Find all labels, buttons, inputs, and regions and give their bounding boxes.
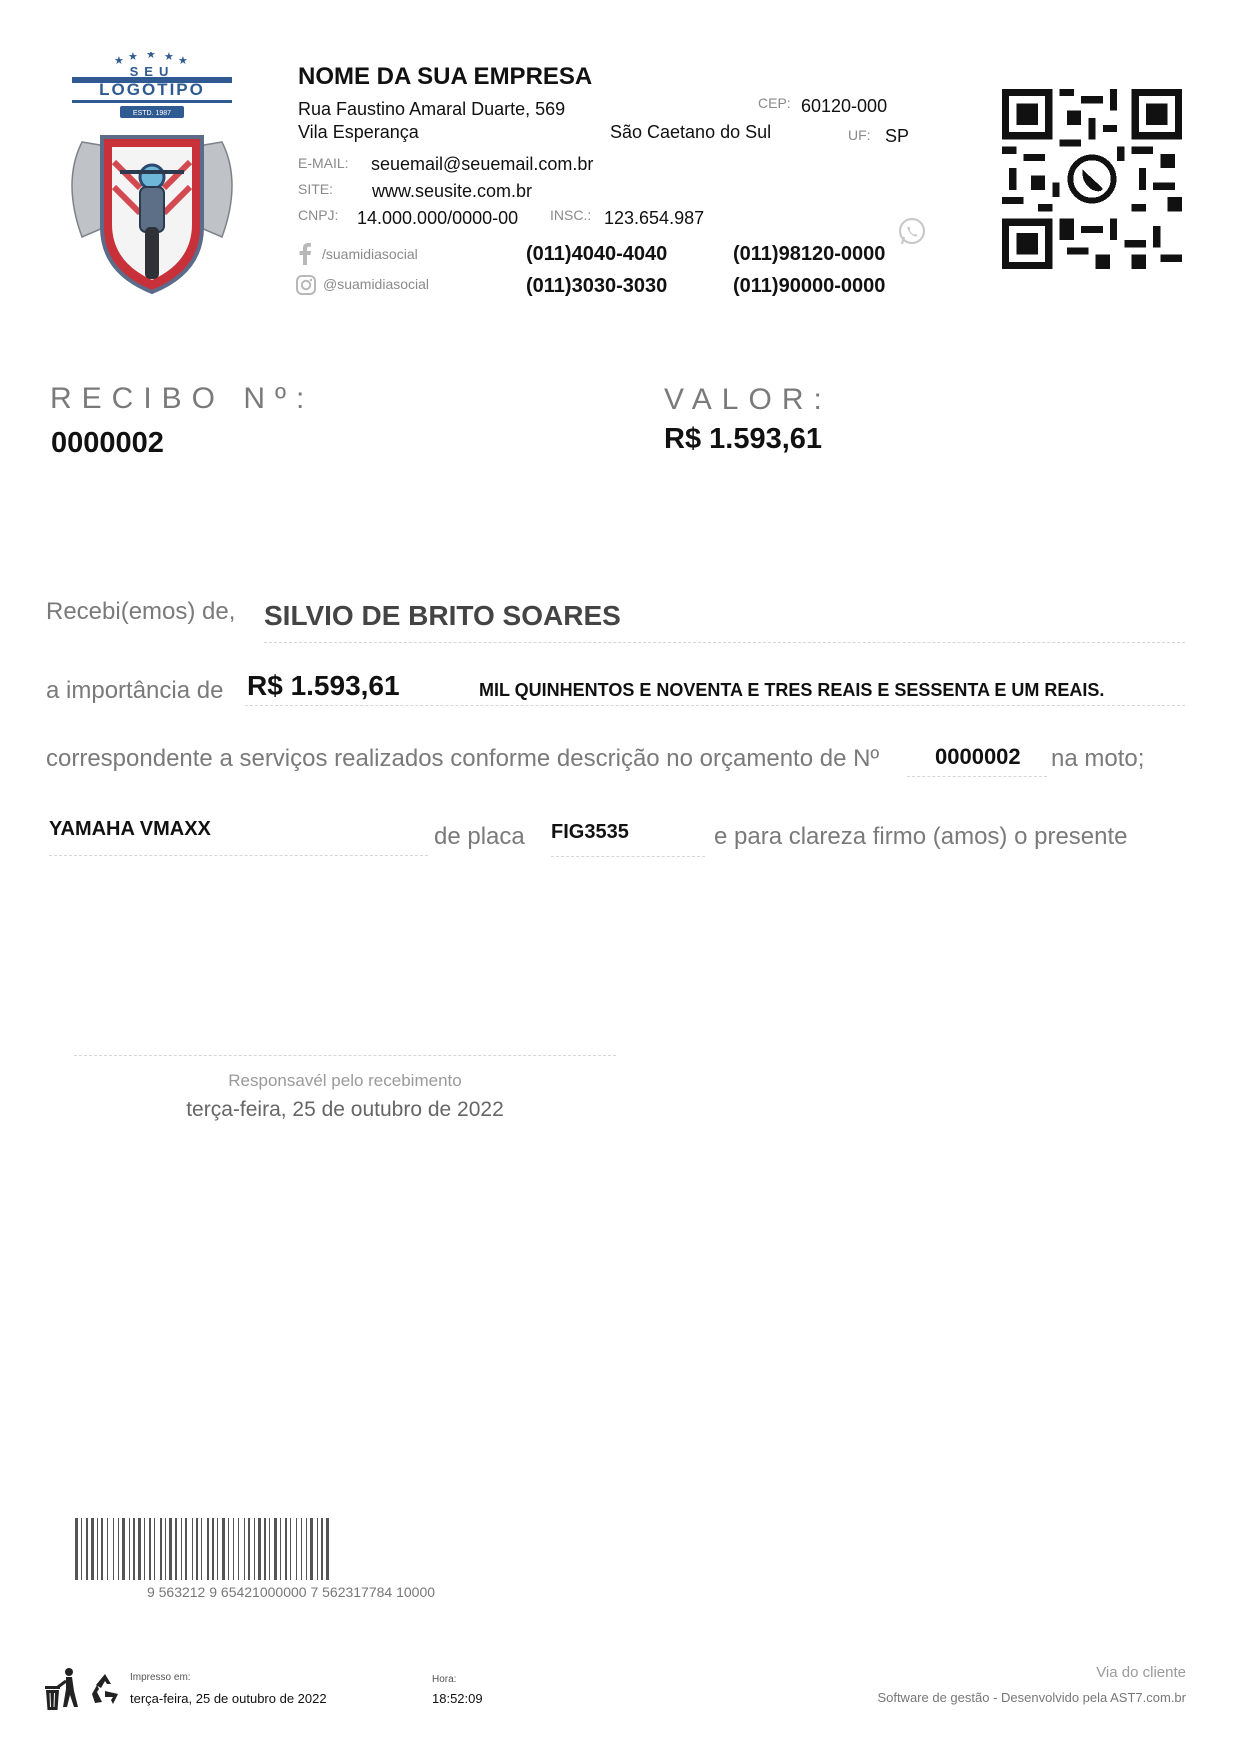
barcode-bar bbox=[280, 1518, 281, 1580]
barcode-bar bbox=[310, 1518, 313, 1580]
barcode-bar bbox=[201, 1518, 202, 1580]
barcode-bar bbox=[285, 1518, 287, 1580]
barcode-bar bbox=[306, 1518, 307, 1580]
barcode-bar bbox=[269, 1518, 270, 1580]
barcode bbox=[75, 1518, 507, 1580]
company-district: Vila Esperança bbox=[298, 122, 419, 142]
closing-text: e para clareza firmo (amos) o presente bbox=[714, 823, 1128, 850]
company-name: NOME DA SUA EMPRESA bbox=[298, 63, 593, 90]
phone-2: (011)3030-3030 bbox=[526, 275, 668, 297]
barcode-bar bbox=[207, 1518, 209, 1580]
plate-value: FIG3535 bbox=[551, 821, 629, 843]
moto-label: na moto; bbox=[1051, 745, 1145, 772]
barcode-bar bbox=[192, 1518, 193, 1580]
barcode-bar bbox=[144, 1518, 145, 1580]
barcode-digits: 9 563212 9 65421000000 7 562317784 10000 bbox=[146, 1584, 436, 1600]
barcode-bar bbox=[238, 1518, 239, 1580]
facebook-icon bbox=[298, 243, 312, 265]
printed-label: Impresso em: bbox=[130, 1672, 191, 1683]
barcode-bar bbox=[97, 1518, 98, 1580]
mobile-1: (011)98120-0000 bbox=[733, 243, 886, 265]
barcode-bar bbox=[133, 1518, 135, 1580]
barcode-bar bbox=[81, 1518, 82, 1580]
signature-date: terça-feira, 25 de outubro de 2022 bbox=[186, 1098, 504, 1121]
plate-label: de placa bbox=[434, 823, 525, 850]
barcode-bar bbox=[154, 1518, 155, 1580]
barcode-bar bbox=[165, 1518, 166, 1580]
company-logo bbox=[62, 52, 242, 297]
email-label: E-MAIL: bbox=[298, 155, 349, 171]
copy-label: Via do cliente bbox=[1096, 1664, 1186, 1681]
site-label: SITE: bbox=[298, 181, 334, 197]
facebook-handle: /suamidiasocial bbox=[322, 246, 418, 262]
qr-code bbox=[1002, 89, 1182, 269]
barcode-bar bbox=[86, 1518, 88, 1580]
amount-words: MIL QUINHENTOS E NOVENTA E TRES REAIS E SESSENTA E UM REAIS. bbox=[479, 680, 1105, 700]
barcode-bar bbox=[317, 1518, 318, 1580]
barcode-bar bbox=[222, 1518, 225, 1580]
services-text: correspondente a serviços realizados conforme descrição no orçamento de Nº bbox=[46, 745, 880, 772]
trash-icon bbox=[42, 1667, 82, 1711]
company-address: Rua Faustino Amaral Duarte, 569 bbox=[298, 99, 566, 119]
barcode-bar bbox=[290, 1518, 291, 1580]
logo-main-text: LOGOTIPO bbox=[99, 80, 205, 99]
barcode-bar bbox=[233, 1518, 234, 1580]
svg-text:★: ★ bbox=[128, 52, 138, 63]
barcode-bar bbox=[244, 1518, 245, 1580]
cep-label: CEP: bbox=[758, 95, 791, 111]
uf-value: SP bbox=[885, 126, 910, 146]
recycle-icon bbox=[88, 1672, 122, 1706]
svg-text:★: ★ bbox=[146, 52, 156, 61]
receipt-value: R$ 1.593,61 bbox=[664, 423, 823, 455]
logo-top-text: SEU bbox=[129, 64, 175, 79]
barcode-bar bbox=[129, 1518, 130, 1580]
insc-value: 123.654.987 bbox=[604, 208, 705, 228]
barcode-bar bbox=[169, 1518, 172, 1580]
barcode-bar bbox=[149, 1518, 151, 1580]
uf-label: UF: bbox=[848, 127, 871, 143]
barcode-bar bbox=[101, 1518, 103, 1580]
barcode-bar bbox=[160, 1518, 162, 1580]
receipt-number-label: RECIBO Nº: bbox=[50, 382, 315, 415]
signature-line bbox=[74, 1054, 616, 1056]
amount-label: a importância de bbox=[46, 677, 224, 704]
site-value: www.seusite.com.br bbox=[372, 181, 533, 201]
customer-line bbox=[264, 600, 1185, 643]
budget-line bbox=[907, 740, 1047, 777]
barcode-bar bbox=[212, 1518, 214, 1580]
barcode-bar bbox=[228, 1518, 229, 1580]
cnpj-value: 14.000.000/0000-00 bbox=[357, 208, 519, 228]
barcode-bar bbox=[254, 1518, 255, 1580]
barcode-bar bbox=[196, 1518, 198, 1580]
cep-value: 60120-000 bbox=[801, 96, 888, 116]
svg-text:★: ★ bbox=[114, 54, 124, 67]
barcode-bar bbox=[118, 1518, 119, 1580]
receipt-value-label: VALOR: bbox=[664, 383, 832, 416]
plate-line bbox=[551, 815, 705, 857]
instagram-handle: @suamidiasocial bbox=[323, 276, 430, 292]
email-value: seuemail@seuemail.com.br bbox=[371, 154, 594, 174]
amount-line bbox=[245, 670, 1185, 706]
instagram-icon bbox=[296, 275, 316, 295]
barcode-bar bbox=[217, 1518, 218, 1580]
barcode-bar bbox=[321, 1518, 323, 1580]
barcode-bar bbox=[296, 1518, 297, 1580]
logo-estd-text: ESTD. 1987 bbox=[132, 110, 172, 117]
barcode-bar bbox=[274, 1518, 277, 1580]
barcode-bar bbox=[75, 1518, 78, 1580]
amount-value: R$ 1.593,61 bbox=[247, 670, 400, 701]
barcode-bar bbox=[175, 1518, 177, 1580]
barcode-bar bbox=[107, 1518, 108, 1580]
barcode-bar bbox=[185, 1518, 187, 1580]
barcode-bar bbox=[326, 1518, 329, 1580]
barcode-bar bbox=[258, 1518, 261, 1580]
vehicle-name: YAMAHA VMAXX bbox=[49, 818, 211, 840]
vehicle-line bbox=[49, 812, 428, 856]
customer-name: SILVIO DE BRITO SOARES bbox=[264, 600, 621, 631]
barcode-bar bbox=[91, 1518, 94, 1580]
mobile-2: (011)90000-0000 bbox=[733, 275, 886, 297]
whatsapp-icon bbox=[897, 217, 927, 247]
budget-number: 0000002 bbox=[935, 744, 1021, 769]
barcode-bar bbox=[138, 1518, 141, 1580]
time-label: Hora: bbox=[432, 1674, 457, 1685]
barcode-bar bbox=[181, 1518, 182, 1580]
company-city: São Caetano do Sul bbox=[610, 122, 772, 142]
received-from-label: Recebi(emos) de, bbox=[46, 598, 236, 625]
svg-text:★: ★ bbox=[164, 52, 174, 63]
barcode-bar bbox=[301, 1518, 302, 1580]
phone-1: (011)4040-4040 bbox=[526, 243, 668, 265]
barcode-bar bbox=[122, 1518, 125, 1580]
software-credit: Software de gestão - Desenvolvido pela AST7.com.br bbox=[877, 1690, 1186, 1705]
responsible-label: Responsavél pelo recebimento bbox=[228, 1071, 462, 1090]
barcode-bar bbox=[248, 1518, 250, 1580]
print-time: 18:52:09 bbox=[432, 1691, 483, 1706]
barcode-bar bbox=[113, 1518, 114, 1580]
barcode-bar bbox=[264, 1518, 266, 1580]
svg-text:★: ★ bbox=[178, 54, 188, 67]
printed-date: terça-feira, 25 de outubro de 2022 bbox=[130, 1691, 327, 1706]
cnpj-label: CNPJ: bbox=[298, 207, 339, 223]
insc-label: INSC.: bbox=[550, 207, 592, 223]
receipt-number: 0000002 bbox=[51, 427, 164, 459]
